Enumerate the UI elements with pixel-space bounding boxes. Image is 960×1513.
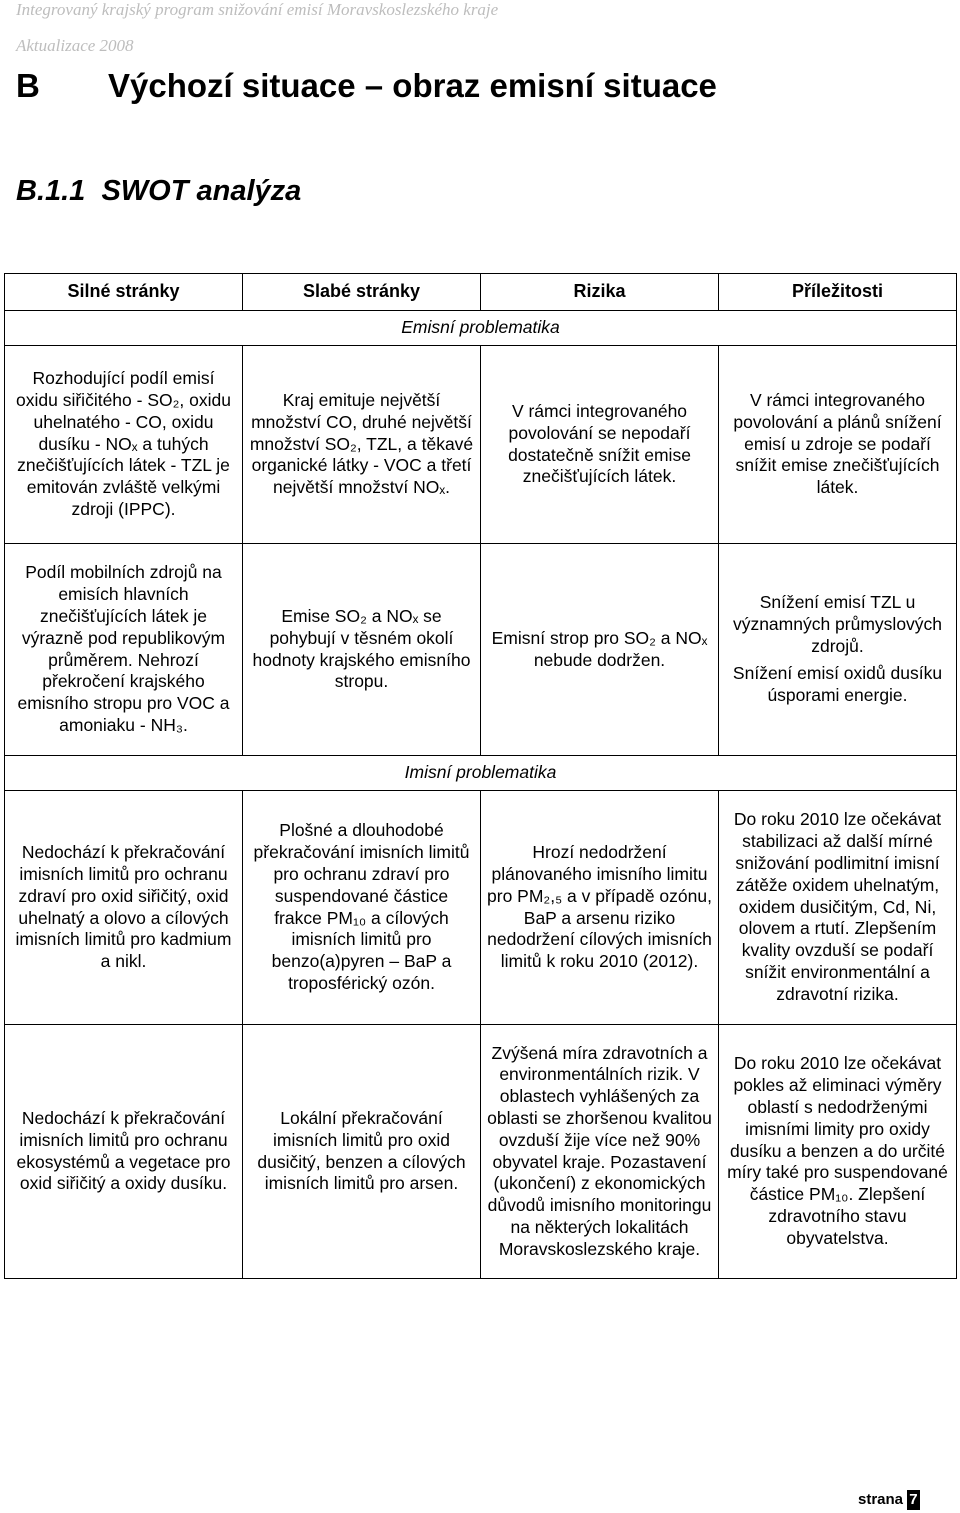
cell-text: Podíl mobilních zdrojů na emisích hlavních znečišťujících látek je výrazně pod republikovým průměrem. Nehrozí překročení krajského emisního stropu pro VOC a amoniaku - NH₃. [17,562,230,735]
section-row [5,311,957,346]
chapter-letter: B [16,67,40,104]
section-title: Emisní problematika [5,311,957,346]
cell-text: Emise SO₂ a NOₓ se pohybují v těsném okolí hodnoty krajského emisního stropu. [252,605,471,692]
cell-strengths [5,791,243,1025]
cell-weaknesses [243,346,481,544]
cell-text: Zvýšená míra zdravotních a environmentálních rizik. V oblastech vyhlášených za oblasti se zhoršenou kvalitou ovzduší žije více než 90% obyvatel kraje. Pozastavení (ukončení) z ekonomických důvodů imisního monitoringu na některých lokalitách Moravskoslezského kraje. [487,1042,712,1259]
column-header-weaknesses: Slabé stránky [243,274,481,311]
section-heading [16,173,301,209]
section-row [5,756,957,791]
cell-threats [481,1025,719,1279]
cell-opportunities [719,791,957,1025]
cell-text: Rozhodující podíl emisí oxidu siřičitého - SO₂, oxidu uhelnatého - CO, oxidu dusíku - NOₓ a tuhých znečišťujících látek - TZL je emitován zvláště velkými zdroji (IPPC). [16,368,231,519]
column-header-threats: Rizika [481,274,719,311]
cell-strengths [5,346,243,544]
cell-weaknesses [243,791,481,1025]
table-row [5,791,957,1025]
chapter-title: Výchozí situace – obraz emisní situace [108,67,717,104]
cell-opportunities [719,1025,957,1279]
cell-text: Do roku 2010 lze očekávat pokles až eliminaci výměry oblastí s nedodrženými imisními limity pro oxidy dusíku a benzen a do určité míry také pro suspendované částice PM₁₀. Zlepšení zdravotního stavu obyvatelstva. [727,1053,948,1248]
cell-text: Nedochází k překračování imisních limitů pro ochranu ekosystémů a vegetace pro oxid siřičitý a oxidy dusíku. [16,1107,231,1194]
page-footer [858,1490,920,1510]
column-header-opportunities: Příležitosti [719,274,957,311]
cell-opportunities [719,544,957,756]
table-header-row [5,274,957,311]
section-title: Imisní problematika [5,756,957,791]
cell-strengths [5,1025,243,1279]
swot-table [4,273,957,1279]
cell-weaknesses [243,544,481,756]
page-label: strana [858,1491,904,1508]
cell-threats [481,346,719,544]
cell-text: Hrozí nedodržení plánovaného imisního limitu pro PM₂,₅ a v případě ozónu, BaP a arsenu riziko nedodržení cílových imisních limitů k roku 2010 (2012). [487,842,712,972]
page-number: 7 [909,1491,918,1508]
table-row [5,544,957,756]
cell-text: Plošné a dlouhodobé překračování imisních limitů pro ochranu zdraví pro suspendované částice frakce PM₁₀ a cílových imisních limitů pro benzo(a)pyren – BaP a troposférický ozón. [253,820,470,993]
cell-strengths [5,544,243,756]
cell-text: Emisní strop pro SO₂ a NOₓ nebude dodržen. [491,627,708,670]
section-title: SWOT analýza [101,175,302,207]
cell-text: Do roku 2010 lze očekávat stabilizaci až další mírné snižování podlimitní imisní zátěže oxidem uhelnatým, oxidem dusičitým, Cd, Ni, olovem a rtutí. Zlepšením kvality ovzduší se podaří snížit environmentální a zdravotní rizika. [733,809,942,1004]
section-number: B.1.1 [16,175,86,207]
cell-text: Nedochází k překračování imisních limitů pro ochranu zdraví pro oxid siřičitý, oxid uhelnatý a olovo a cílových imisních limitů pro kadmium a nikl. [15,842,232,972]
cell-threats [481,544,719,756]
cell-text: Snížení emisí oxidů dusíku úsporami energie. [732,663,943,706]
chapter-heading [16,66,717,106]
table-row [5,346,957,544]
cell-text: Snížení emisí TZL u významných průmyslových zdrojů. [732,592,943,656]
cell-threats [481,791,719,1025]
cell-text: V rámci integrovaného povolování se nepodaří dostatečně snížit emise znečišťujících látek. [508,400,691,487]
cell-text: Kraj emituje největší množství CO, druhé největší množství SO₂, TZL, a těkavé organické látky - VOC a třetí největší množství NOₓ. [249,390,474,498]
running-header-update: Aktualizace 2008 [16,36,134,55]
cell-text: Lokální překračování imisních limitů pro oxid dusičitý, benzen a cílových imisních limitů pro arsen. [257,1107,466,1194]
table-row [5,1025,957,1279]
cell-text: V rámci integrovaného povolování a plánů snížení emisí u zdroje se podaří snížit emise znečišťujících látek. [733,390,942,498]
cell-weaknesses [243,1025,481,1279]
cell-opportunities [719,346,957,544]
running-header-program: Integrovaný krajský program snižování emisí Moravskoslezského kraje [16,0,499,19]
swot-table-body [5,311,957,1279]
column-header-strengths: Silné stránky [5,274,243,311]
